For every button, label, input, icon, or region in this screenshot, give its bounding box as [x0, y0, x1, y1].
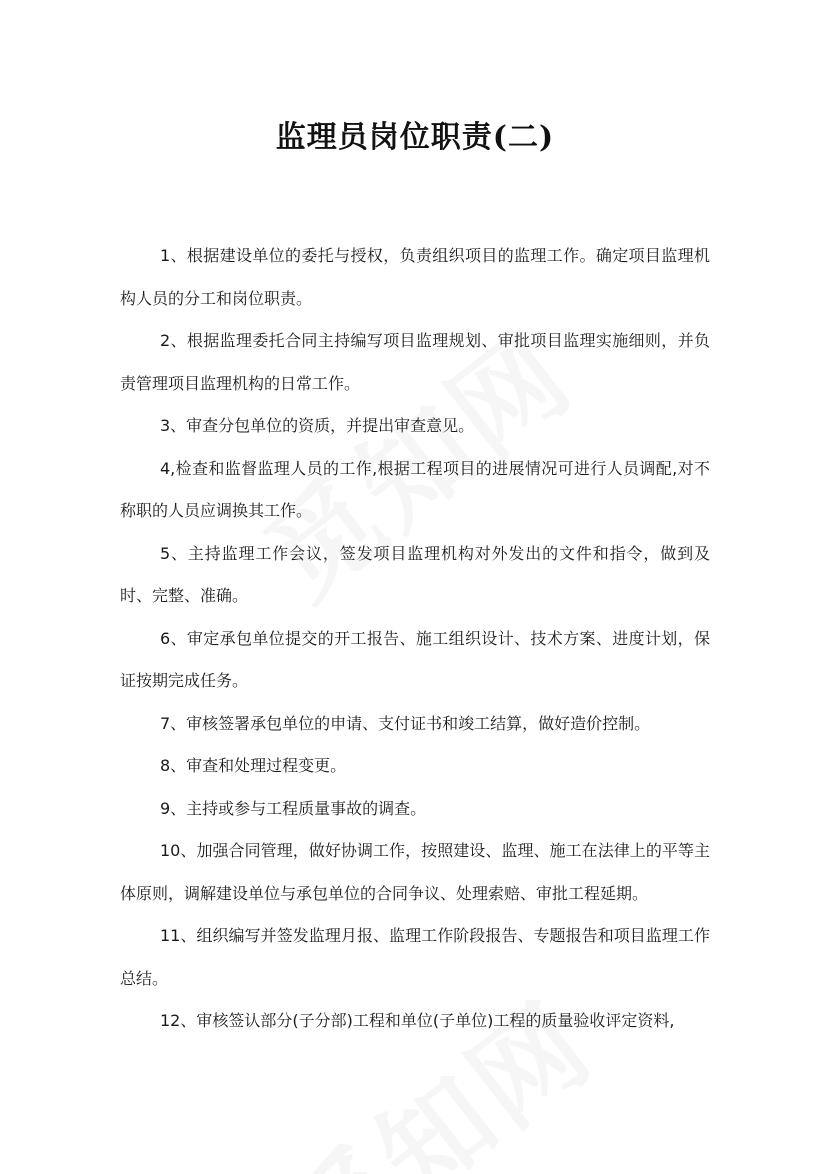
paragraph: 1、根据建设单位的委托与授权，负责组织项目的监理工作。确定项目监理机构人员的分工和岗位职责。 [120, 246, 710, 308]
paragraph: 7、审核签署承包单位的申请、支付证书和竣工结算，做好造价控制。 [160, 713, 651, 733]
paragraph: 6、审定承包单位提交的开工报告、施工组织设计、技术方案、进度计划，保证按期完成任务。 [120, 628, 710, 690]
paragraph: 3、审查分包单位的资质，并提出审查意见。 [160, 416, 475, 435]
paragraph: 12、审核签认部分(子分部)工程和单位(子单位)工程的质量验收评定资料, [160, 1011, 675, 1030]
document-body [120, 235, 710, 1043]
paragraph: 4,检查和监督监理人员的工作,根据工程项目的进展情况可进行人员调配,对不称职的人员应调换其工作。 [120, 458, 710, 520]
paragraph: 11、组织编写并签发监理月报、监理工作阶段报告、专题报告和项目监理工作总结。 [120, 926, 710, 988]
paragraph: 8、审查和处理过程变更。 [160, 756, 347, 775]
page-title: 监理员岗位职责(二) [275, 120, 555, 155]
paragraph: 9、主持或参与工程质量事故的调查。 [160, 798, 427, 818]
paragraph: 5、主持监理工作会议，签发项目监理机构对外发出的文件和指令，做到及时、完整、准确。 [120, 543, 710, 605]
paragraph: 10、加强合同管理，做好协调工作，按照建设、监理、施工在法律上的平等主体原则，调解建设单位与承包单位的合同争议、处理索赔、审批工程延期。 [120, 841, 710, 903]
paragraph: 2、根据监理委托合同主持编写项目监理规划、审批项目监理实施细则，并负责管理项目监理机构的日常工作。 [120, 331, 710, 393]
